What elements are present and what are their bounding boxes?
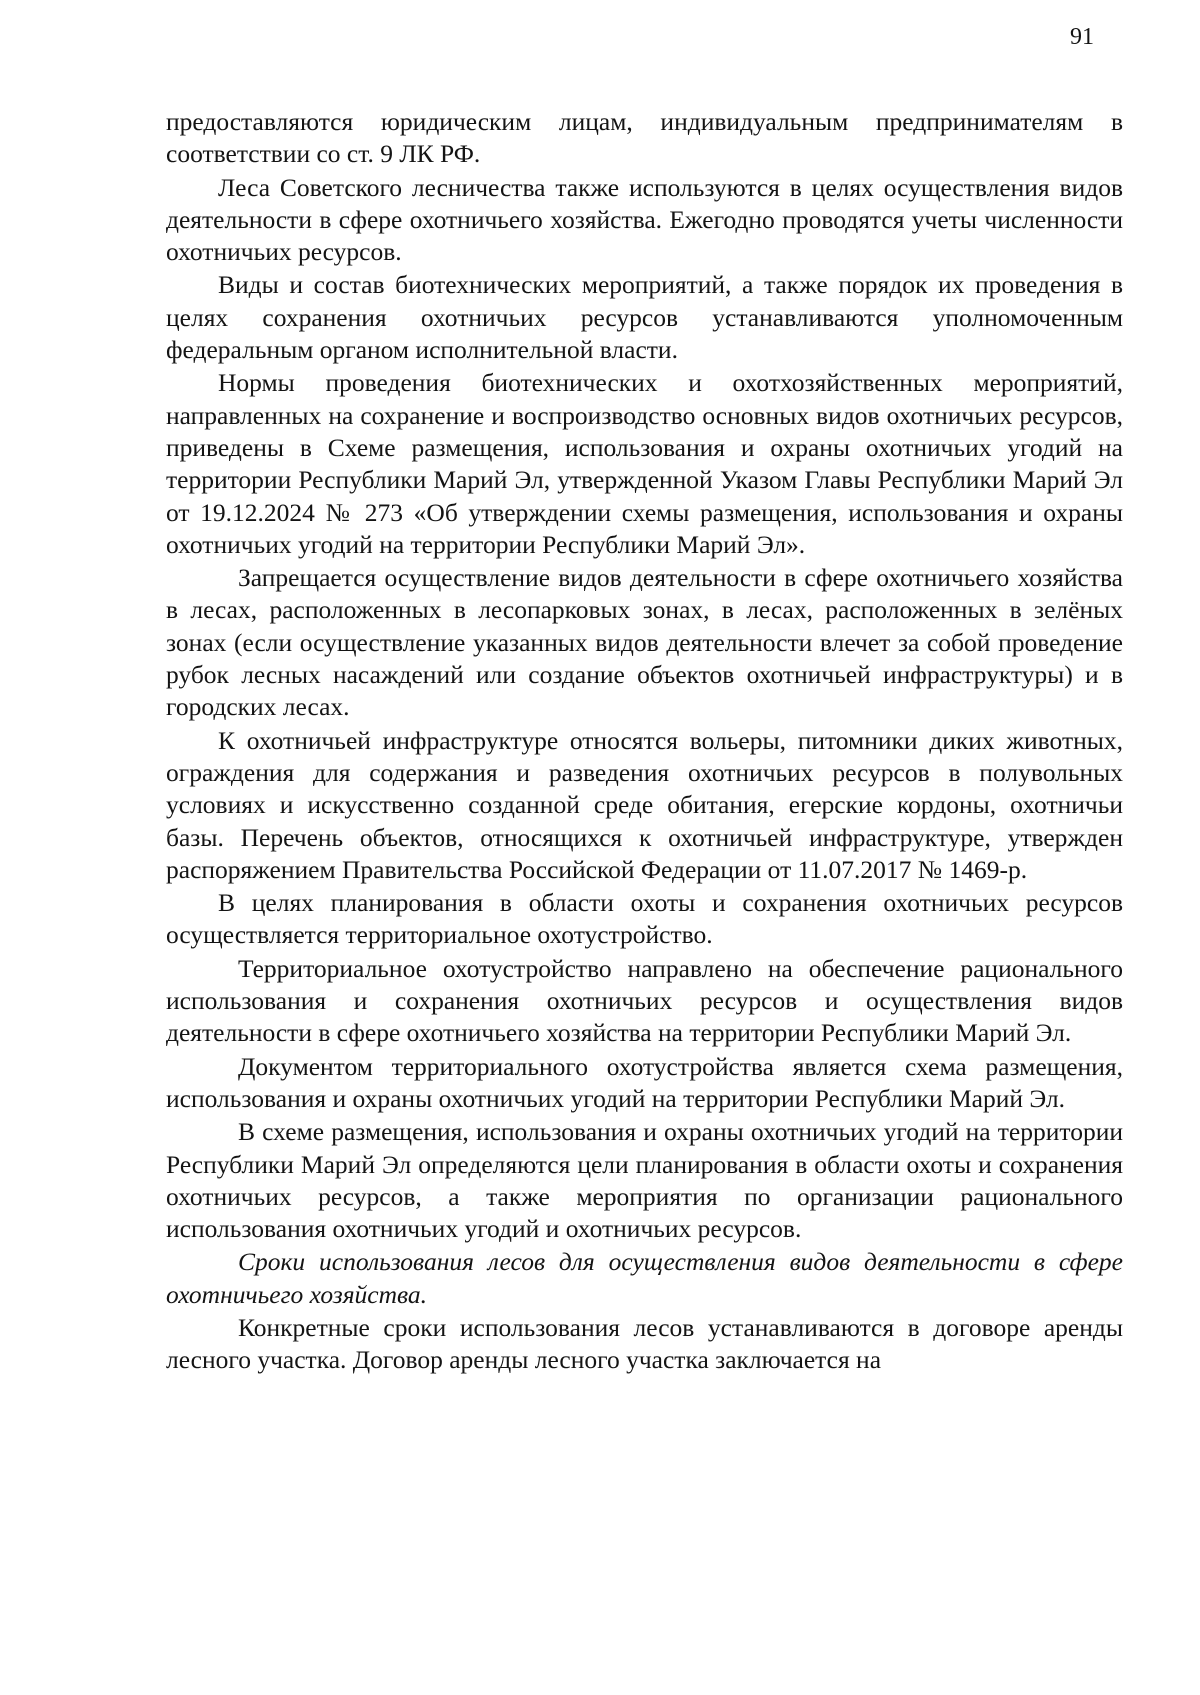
section-heading: Сроки использования лесов для осуществления видов деятельности в сфере охотничьего хозяйства.: [166, 1247, 1123, 1309]
paragraph: Документом территориального охотустройства является схема размещения, использования и охраны охотничьих угодий на территории Республики Марий Эл.: [166, 1051, 1123, 1113]
paragraph: предоставляются юридическим лицам, индивидуальным предпринимателям в соответствии со ст. 9 ЛК РФ.: [166, 107, 1123, 169]
paragraph: Конкретные сроки использования лесов устанавливаются в договоре аренды лесного участка. Договор аренды лесного участка заключается на: [166, 1312, 1123, 1375]
paragraph: Виды и состав биотехнических мероприятий, а также порядок их проведения в целях сохранения охотничьих ресурсов устанавливаются уполномоченным федеральным органом исполнительной власти.: [166, 270, 1123, 365]
paragraph: Леса Советского лесничества также используются в целях осуществления видов деятельности в сфере охотничьего хозяйства. Ежегодно проводятся учеты численности охотничьих ресурсов.: [166, 172, 1123, 267]
paragraph: Нормы проведения биотехнических и охотхозяйственных мероприятий, направленных на сохранение и воспроизводство основных видов охотничьих ресурсов, приведены в Схеме размещения, использования и охраны охотничьих угодий на территории Республики Марий Эл, утвержденной Указом Главы Республики Марий Эл от 19.12.2024 № 273 «Об утверждении схемы размещения, использования и охраны охотничьих угодий на территории Республики Марий Эл».: [166, 368, 1123, 559]
paragraph: Запрещается осуществление видов деятельности в сфере охотничьего хозяйства в лесах, расположенных в лесопарковых зонах, в лесах, расположенных в зелёных зонах (если осуществление указанных видов деятельности влечет за собой проведение рубок лесных насаждений или создание объектов охотничьей инфраструктуры) и в городских лесах.: [166, 563, 1123, 722]
paragraph: В схеме размещения, использования и охраны охотничьих угодий на территории Республики Марий Эл определяются цели планирования в области охоты и сохранения охотничьих ресурсов, а также мероприятия по организации рационального использования охотничьих угодий и охотничьих ресурсов.: [166, 1117, 1123, 1244]
paragraph: К охотничьей инфраструктуре относятся вольеры, питомники диких животных, ограждения для содержания и разведения охотничьих ресурсов в полувольных условиях и искусственно созданной среде обитания, егерские кордоны, охотничьи базы. Перечень объектов, относящихся к охотничьей инфраструктуре, утвержден распоряжением Правительства Российской Федерации от 11.07.2017 № 1469-р.: [166, 725, 1123, 884]
page-number: 91: [1070, 24, 1094, 50]
paragraph: Территориальное охотустройство направлено на обеспечение рационального использования и сохранения охотничьих ресурсов и осуществления видов деятельности в сфере охотничьего хозяйства на территории Республики Марий Эл.: [166, 953, 1123, 1048]
body-text: [166, 106, 1123, 1377]
paragraph: В целях планирования в области охоты и сохранения охотничьих ресурсов осуществляется территориальное охотустройство.: [166, 888, 1123, 950]
